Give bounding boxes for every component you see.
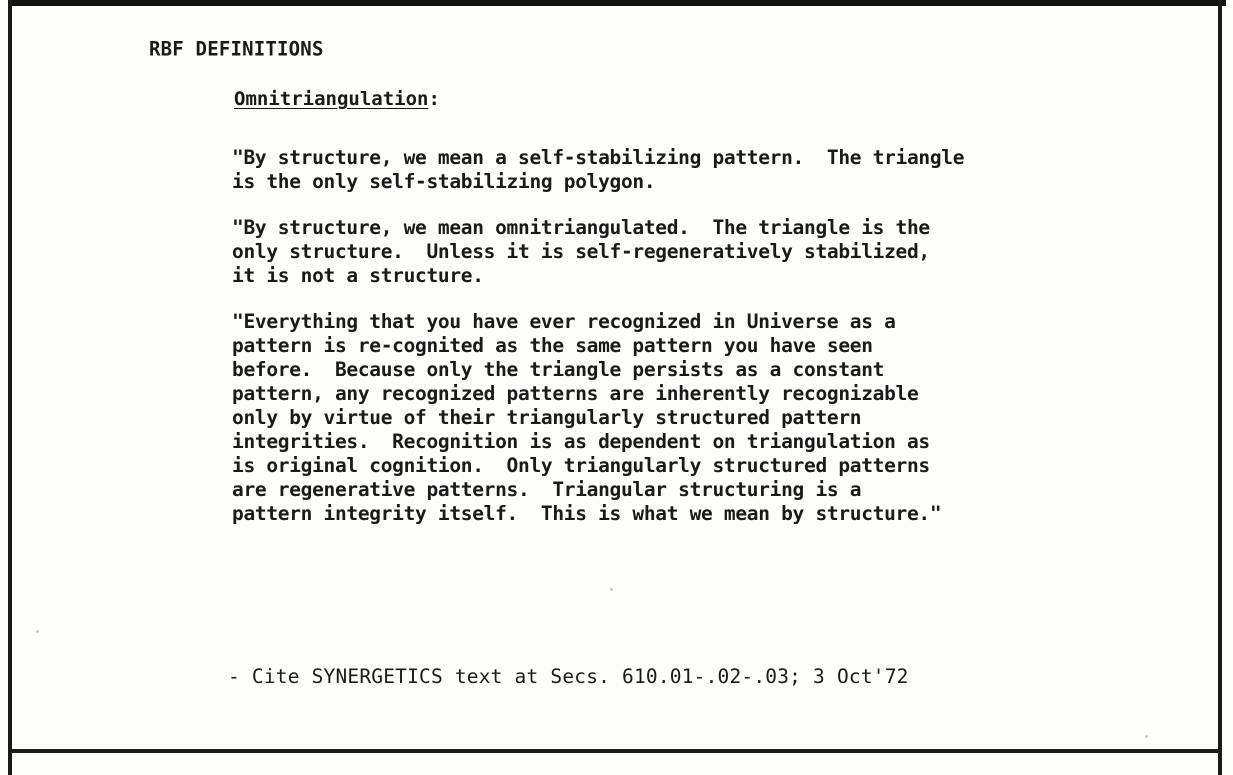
paper-speck: [610, 588, 613, 591]
definition-term-colon: :: [428, 88, 440, 110]
card-border-top: [8, 0, 1226, 6]
quote-paragraph-1: "By structure, we mean a self-stabilizing pattern. The triangle is the only self-stabilizing polygon.: [232, 146, 965, 193]
citation-line: - Cite SYNERGETICS text at Secs. 610.01-.02-.03; 3 Oct'72: [228, 665, 909, 688]
definition-term: [234, 88, 440, 110]
definition-term-label: Omnitriangulation: [234, 88, 429, 110]
page-title: RBF DEFINITIONS: [149, 37, 324, 61]
quote-paragraph-2: "By structure, we mean omnitriangulated. The triangle is the only structure. Unless it is self-regeneratively stabilized, it is not a structure.: [232, 216, 930, 287]
quote-paragraph-3: "Everything that you have ever recognized in Universe as a pattern is re-cognited as the same pattern you have seen before. Because only the triangle persists as a constant pattern, any recognized patterns are inherently recognizable only by virtue of their triangularly structured pattern integrities. Recognition is as dependent on triangulation as is original cognition. Only triangularly structured patterns are regenerative patterns. Triangular structuring is a pattern integrity itself. This is what we mean by structure.": [232, 310, 942, 525]
card-border-left: [8, 0, 12, 775]
paper-speck: [1145, 735, 1148, 738]
card-border-bottom: [8, 749, 1222, 753]
paper-speck: [36, 630, 39, 633]
card-border-right: [1218, 0, 1222, 775]
